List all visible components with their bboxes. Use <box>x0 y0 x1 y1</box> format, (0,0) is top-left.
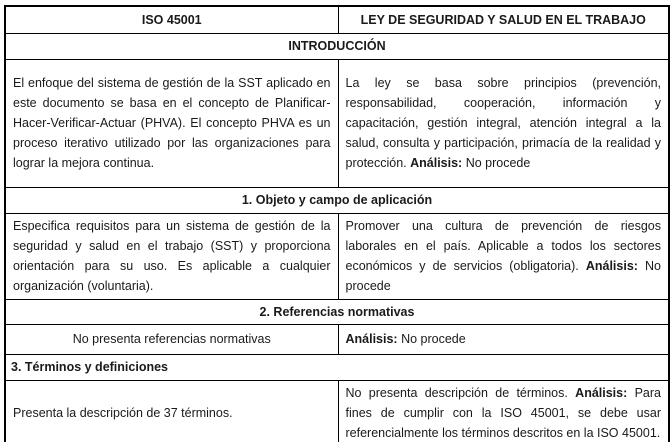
terminos-analysis-text: Para fines de cumplir con la ISO 45001, se debe usar referencialmente los términos descritos en la ISO 45001. <box>345 385 661 440</box>
introduccion-ley-cell <box>338 59 669 187</box>
content-row-terminos <box>5 380 669 442</box>
section-title-introduccion: INTRODUCCIÓN <box>5 33 669 59</box>
section-row-objeto <box>5 187 669 213</box>
referencias-analysis-text: No procede <box>397 332 466 346</box>
comparison-table <box>4 5 670 442</box>
terminos-ley-cell <box>338 380 669 442</box>
section-title-objeto: 1. Objeto y campo de aplicación <box>5 187 669 213</box>
introduccion-iso-cell: El enfoque del sistema de gestión de la SST aplicado en este documento se basa en el concepto de Planificar-Hacer-Verificar-Actuar (PHVA). El concepto PHVA es un proceso iterativo utilizado por las organizaciones para lograr la mejora continua. <box>5 59 338 187</box>
referencias-analysis-label: Análisis: <box>345 332 398 346</box>
objeto-iso-cell: Especifica requisitos para un sistema de gestión de la seguridad y salud en el trabajo (SST) y proporciona orientación para su uso. Es aplicable a cualquier organización (voluntaria). <box>5 213 338 299</box>
objeto-analysis-text: No procede <box>345 259 661 293</box>
content-row-referencias <box>5 324 669 354</box>
header-cell-iso-45001: ISO 45001 <box>5 6 338 33</box>
introduccion-analysis-text: No procede <box>462 156 531 170</box>
header-cell-ley-seguridad: LEY DE SEGURIDAD Y SALUD EN EL TRABAJO <box>338 6 669 33</box>
terminos-analysis-label: Análisis: <box>575 385 628 400</box>
terminos-ley-text: No presenta descripción de términos. <box>345 385 576 400</box>
referencias-iso-cell: No presenta referencias normativas <box>5 324 338 354</box>
section-row-introduccion <box>5 33 669 59</box>
section-row-referencias <box>5 299 669 324</box>
content-row-introduccion <box>5 59 669 187</box>
referencias-ley-cell <box>338 324 669 354</box>
section-title-terminos: 3. Términos y definiciones <box>5 354 669 380</box>
introduccion-analysis-label: Análisis: <box>410 156 463 170</box>
terminos-iso-cell: Presenta la descripción de 37 términos. <box>5 380 338 442</box>
section-title-referencias: 2. Referencias normativas <box>5 299 669 324</box>
section-row-terminos <box>5 354 669 380</box>
table-header-row <box>5 6 669 33</box>
objeto-analysis-label: Análisis: <box>585 259 638 273</box>
objeto-ley-cell <box>338 213 669 299</box>
content-row-objeto <box>5 213 669 299</box>
introduccion-ley-text: La ley se basa sobre principios (prevención, responsabilidad, cooperación, información y capacitación, gestión integral, atención integral a la salud, consulta y participación, primacía de la realidad y protección. <box>345 76 661 170</box>
objeto-ley-text: Promover una cultura de prevención de riesgos laborales en el país. Aplicable a todos los sectores económicos y de servicios (obligatoria). <box>345 219 661 273</box>
